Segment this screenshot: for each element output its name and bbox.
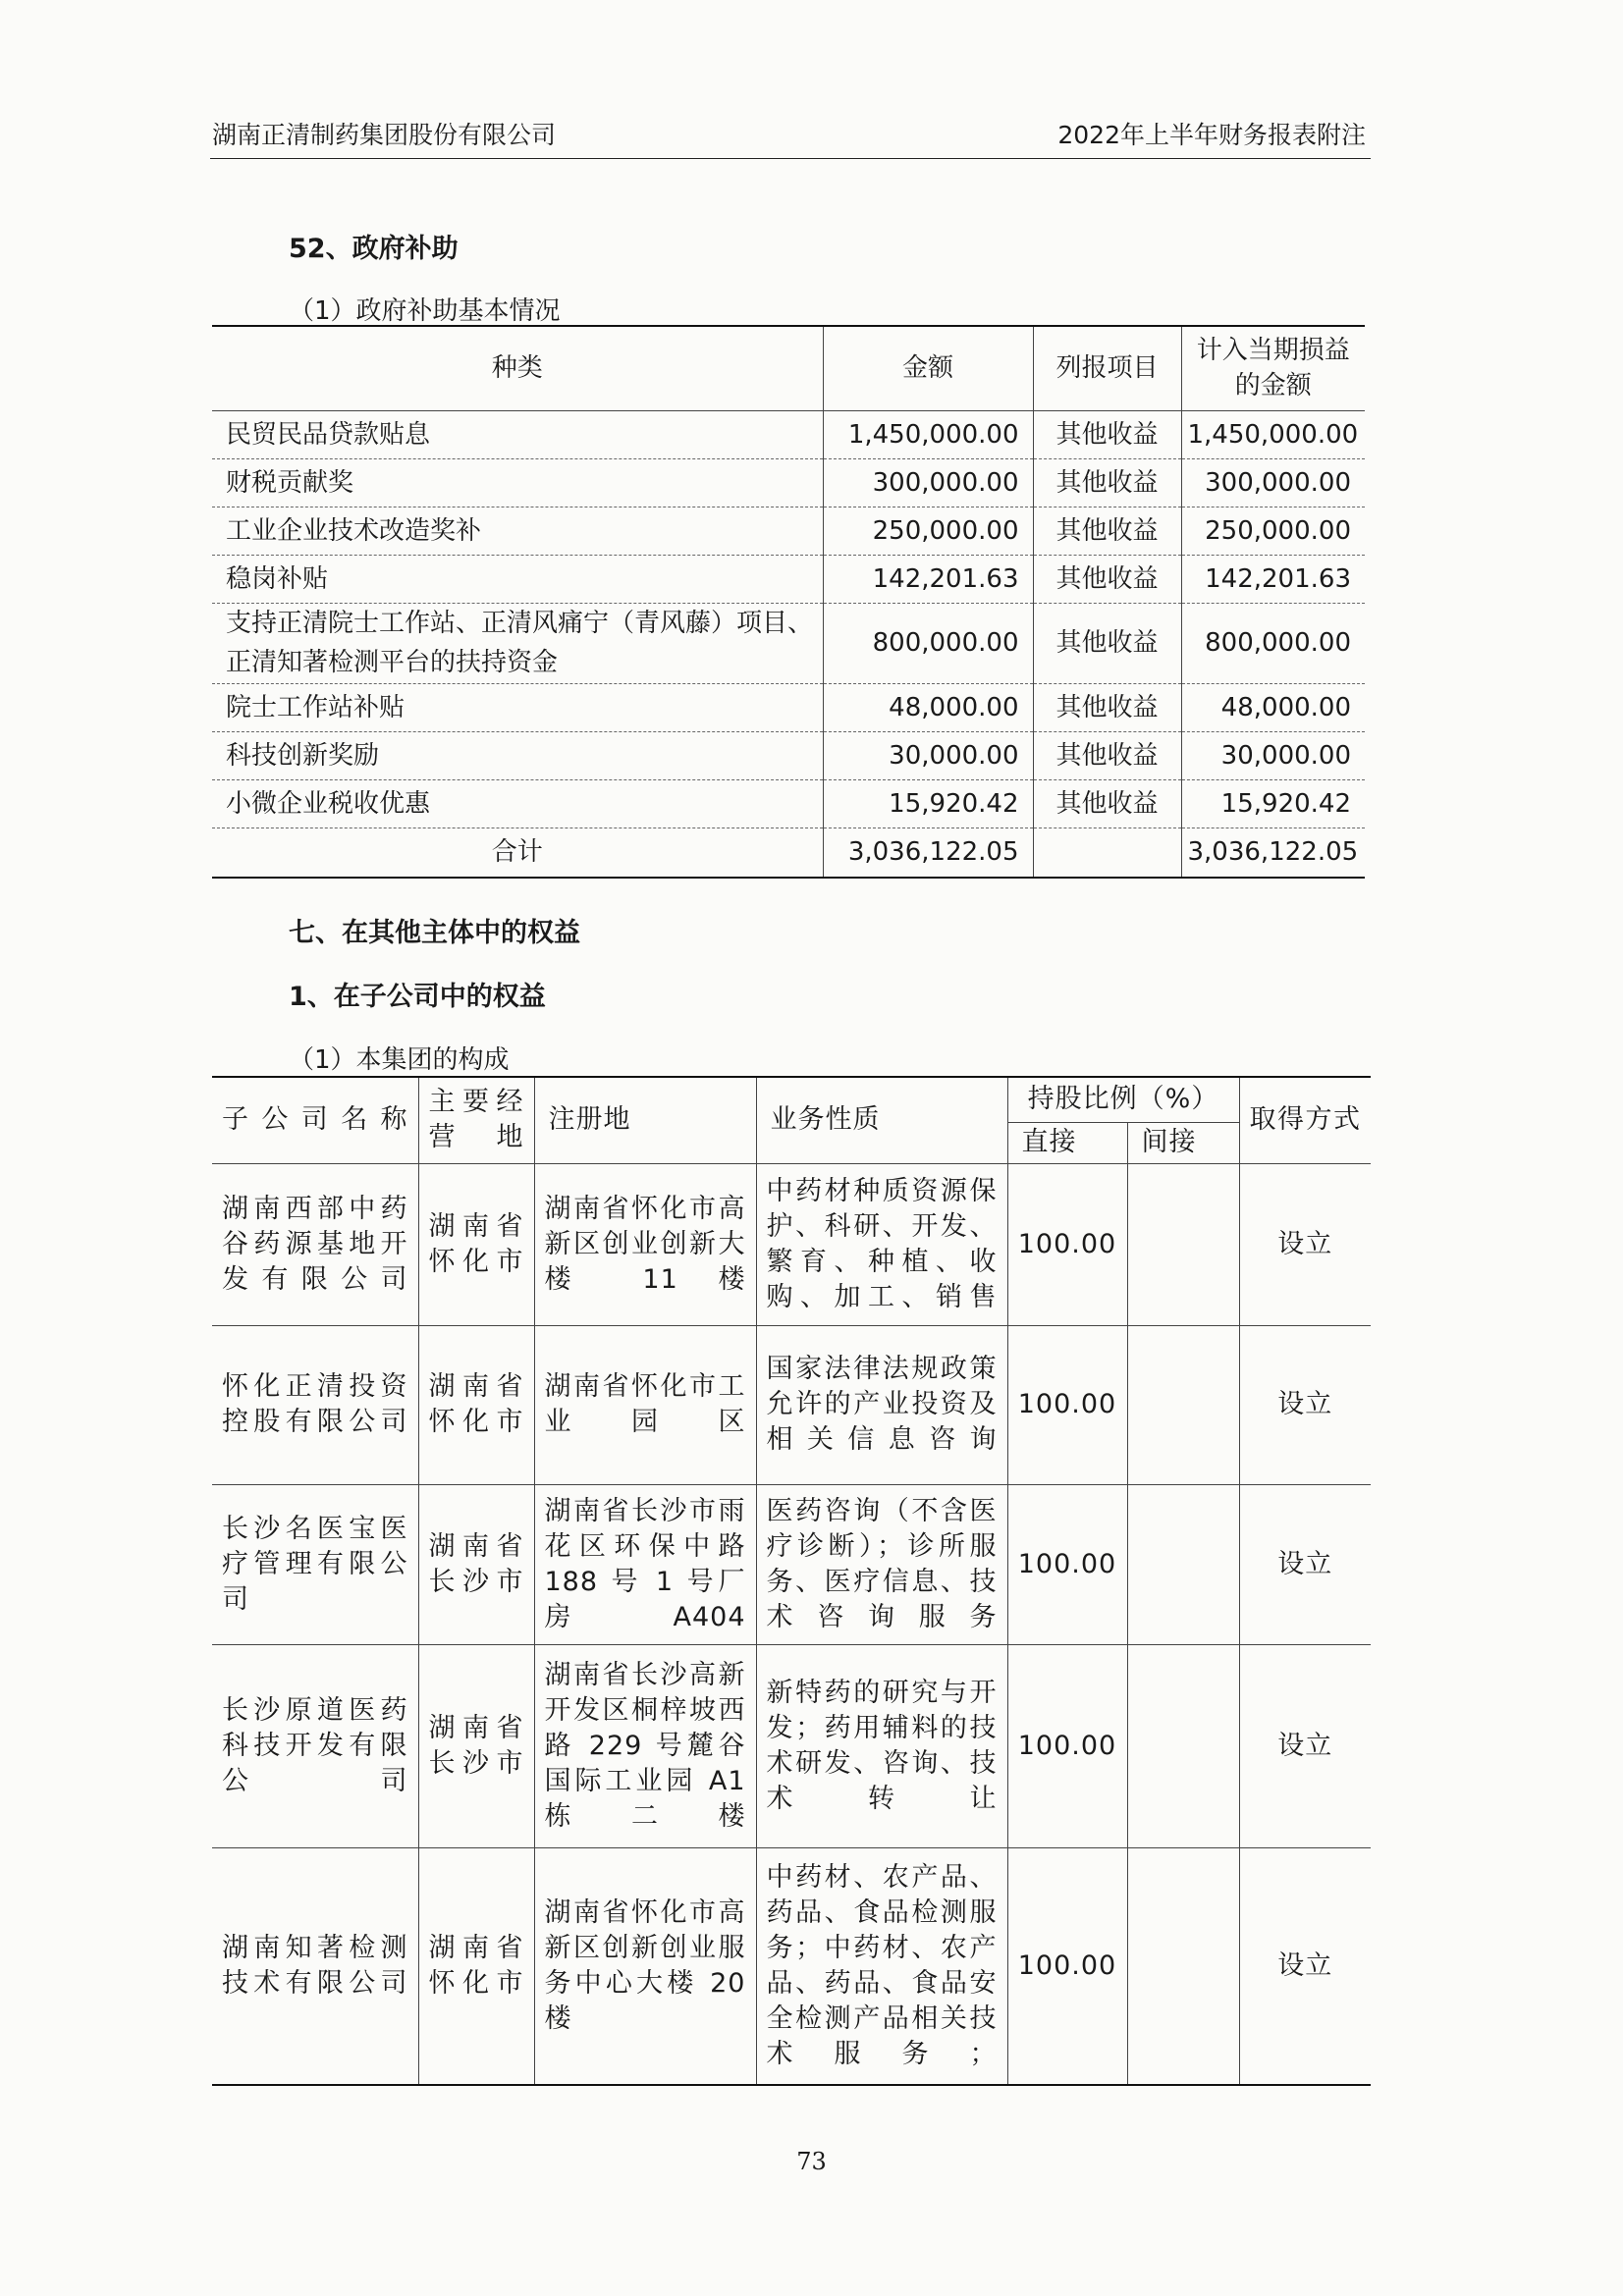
subsidiary-place: 湖南省长沙市 bbox=[418, 1484, 534, 1644]
subsidiary-direct: 100.00 bbox=[1007, 1847, 1127, 2085]
total-label: 合计 bbox=[212, 828, 823, 878]
subsidiary-business: 中药材种质资源保护、科研、开发、繁育、种植、收购、加工、销售 bbox=[756, 1163, 1007, 1325]
subsidy-amount: 142,201.63 bbox=[823, 555, 1033, 603]
subsidiary-registered: 湖南省怀化市高新区创新创业服务中心大楼 20 楼 bbox=[534, 1847, 756, 2085]
subsidy-item: 其他收益 bbox=[1033, 779, 1181, 828]
table-row bbox=[212, 779, 1365, 828]
column-header-holding: 持股比例（%） bbox=[1007, 1077, 1239, 1122]
column-header-type: 种类 bbox=[212, 326, 823, 410]
table-row bbox=[212, 1325, 1371, 1484]
subsidy-amount: 15,920.42 bbox=[823, 779, 1033, 828]
subsidiary-method: 设立 bbox=[1239, 1325, 1371, 1484]
subsidy-amount: 1,450,000.00 bbox=[823, 410, 1033, 458]
subsidy-amount: 800,000.00 bbox=[823, 603, 1033, 683]
column-header-indirect: 间接 bbox=[1127, 1122, 1239, 1163]
subsidy-pl-amount: 30,000.00 bbox=[1181, 731, 1365, 779]
subsidy-item: 其他收益 bbox=[1033, 555, 1181, 603]
subsidiary-name: 湖南知著检测技术有限公司 bbox=[212, 1847, 418, 2085]
subsidiary-name: 长沙名医宝医疗管理有限公司 bbox=[212, 1484, 418, 1644]
header-report-title: 2022年上半年财务报表附注 bbox=[1057, 121, 1366, 149]
column-header-registered: 注册地 bbox=[534, 1077, 756, 1163]
subsidy-type: 院士工作站补贴 bbox=[212, 683, 823, 731]
column-header-method: 取得方式 bbox=[1239, 1077, 1371, 1163]
section-52-title: 52、政府补助 bbox=[289, 234, 459, 264]
subsidiary-registered: 湖南省长沙高新开发区桐梓坡西路 229 号麓谷国际工业园 A1 栋二楼 bbox=[534, 1644, 756, 1847]
subsidiary-place: 湖南省怀化市 bbox=[418, 1847, 534, 2085]
subsidiary-direct: 100.00 bbox=[1007, 1644, 1127, 1847]
table-row bbox=[212, 1644, 1371, 1847]
subsidiary-name: 怀化正清投资控股有限公司 bbox=[212, 1325, 418, 1484]
subsidiary-direct: 100.00 bbox=[1007, 1484, 1127, 1644]
subsidy-item: 其他收益 bbox=[1033, 603, 1181, 683]
subsidy-pl-amount: 250,000.00 bbox=[1181, 507, 1365, 555]
subsidy-amount: 250,000.00 bbox=[823, 507, 1033, 555]
total-amount: 3,036,122.05 bbox=[823, 828, 1033, 878]
table-row bbox=[212, 603, 1365, 683]
subsidy-pl-amount: 1,450,000.00 bbox=[1181, 410, 1365, 458]
subsidiary-registered: 湖南省怀化市高新区创业创新大楼 11 楼 bbox=[534, 1163, 756, 1325]
subsidiary-indirect bbox=[1127, 1325, 1239, 1484]
table-row bbox=[212, 731, 1365, 779]
column-header-pl-amount: 计入当期损益的金额 bbox=[1181, 326, 1365, 410]
subsidy-type: 民贸民品贷款贴息 bbox=[212, 410, 823, 458]
table-row bbox=[212, 683, 1365, 731]
subsidiary-place: 湖南省怀化市 bbox=[418, 1163, 534, 1325]
column-header-name: 子公司名称 bbox=[212, 1077, 418, 1163]
subsidiary-method: 设立 bbox=[1239, 1484, 1371, 1644]
header-company: 湖南正清制药集团股份有限公司 bbox=[212, 121, 557, 149]
column-header-business: 业务性质 bbox=[756, 1077, 1007, 1163]
subsidiary-business: 医药咨询（不含医疗诊断）；诊所服务、医疗信息、技术咨询服务 bbox=[756, 1484, 1007, 1644]
subsidy-type: 支持正清院士工作站、正清风痛宁（青风藤）项目、正清知著检测平台的扶持资金 bbox=[212, 603, 823, 683]
table-row bbox=[212, 458, 1365, 507]
column-header-amount: 金额 bbox=[823, 326, 1033, 410]
column-header-direct: 直接 bbox=[1007, 1122, 1127, 1163]
subsidiary-business: 中药材、农产品、药品、食品检测服务；中药材、农产品、药品、食品安全检测产品相关技术服务； bbox=[756, 1847, 1007, 2085]
subsidy-pl-amount: 48,000.00 bbox=[1181, 683, 1365, 731]
subsidy-type: 稳岗补贴 bbox=[212, 555, 823, 603]
subsidy-item: 其他收益 bbox=[1033, 683, 1181, 731]
table-row bbox=[212, 410, 1365, 458]
subsidy-item: 其他收益 bbox=[1033, 507, 1181, 555]
subsidiary-direct: 100.00 bbox=[1007, 1325, 1127, 1484]
subsidy-item: 其他收益 bbox=[1033, 731, 1181, 779]
subsidiary-registered: 湖南省怀化市工业园区 bbox=[534, 1325, 756, 1484]
table-row bbox=[212, 1484, 1371, 1644]
subsidiary-indirect bbox=[1127, 1644, 1239, 1847]
subsidiary-place: 湖南省长沙市 bbox=[418, 1644, 534, 1847]
subsidy-amount: 30,000.00 bbox=[823, 731, 1033, 779]
subsidiary-business: 新特药的研究与开发；药用辅料的技术研发、咨询、技术转让 bbox=[756, 1644, 1007, 1847]
subsidiary-method: 设立 bbox=[1239, 1847, 1371, 2085]
subsidy-pl-amount: 142,201.63 bbox=[1181, 555, 1365, 603]
subsidiary-name: 湖南西部中药谷药源基地开发有限公司 bbox=[212, 1163, 418, 1325]
subsidy-type: 小微企业税收优惠 bbox=[212, 779, 823, 828]
subsidiary-method: 设立 bbox=[1239, 1163, 1371, 1325]
subsidy-item: 其他收益 bbox=[1033, 458, 1181, 507]
subsidy-pl-amount: 800,000.00 bbox=[1181, 603, 1365, 683]
table-total-row bbox=[212, 828, 1365, 878]
subsidiary-place: 湖南省怀化市 bbox=[418, 1325, 534, 1484]
page-number: 73 bbox=[796, 2148, 827, 2175]
subsidiary-indirect bbox=[1127, 1484, 1239, 1644]
section-7-title: 七、在其他主体中的权益 bbox=[289, 918, 580, 948]
subsidy-type: 科技创新奖励 bbox=[212, 731, 823, 779]
subsidiary-indirect bbox=[1127, 1163, 1239, 1325]
government-subsidy-table bbox=[212, 325, 1365, 879]
subsidy-amount: 300,000.00 bbox=[823, 458, 1033, 507]
subsidy-type: 工业企业技术改造奖补 bbox=[212, 507, 823, 555]
table-row bbox=[212, 507, 1365, 555]
subsidy-amount: 48,000.00 bbox=[823, 683, 1033, 731]
subsidiary-method: 设立 bbox=[1239, 1644, 1371, 1847]
total-pl-amount: 3,036,122.05 bbox=[1181, 828, 1365, 878]
subsidiary-name: 长沙原道医药科技开发有限公司 bbox=[212, 1644, 418, 1847]
section-7-subheading: 1、在子公司中的权益 bbox=[289, 982, 546, 1012]
table-row bbox=[212, 555, 1365, 603]
column-header-item: 列报项目 bbox=[1033, 326, 1181, 410]
header-rule bbox=[210, 158, 1371, 159]
total-item bbox=[1033, 828, 1181, 878]
subsidy-item: 其他收益 bbox=[1033, 410, 1181, 458]
subsidy-type: 财税贡献奖 bbox=[212, 458, 823, 507]
table-row bbox=[212, 1163, 1371, 1325]
subsidiary-direct: 100.00 bbox=[1007, 1163, 1127, 1325]
subsidiary-indirect bbox=[1127, 1847, 1239, 2085]
subsidy-pl-amount: 15,920.42 bbox=[1181, 779, 1365, 828]
subsidy-pl-amount: 300,000.00 bbox=[1181, 458, 1365, 507]
column-header-place: 主要经营地 bbox=[418, 1077, 534, 1163]
section-7-subtitle: （1）本集团的构成 bbox=[289, 1045, 510, 1075]
subsidiary-business: 国家法律法规政策允许的产业投资及相关信息咨询 bbox=[756, 1325, 1007, 1484]
section-52-subtitle: （1）政府补助基本情况 bbox=[289, 296, 561, 326]
table-row bbox=[212, 1847, 1371, 2085]
table-header-row bbox=[212, 1077, 1371, 1122]
subsidiary-table bbox=[212, 1076, 1371, 2086]
table-header-row bbox=[212, 326, 1365, 410]
subsidiary-registered: 湖南省长沙市雨花区环保中路 188 号 1 号厂房 A404 bbox=[534, 1484, 756, 1644]
